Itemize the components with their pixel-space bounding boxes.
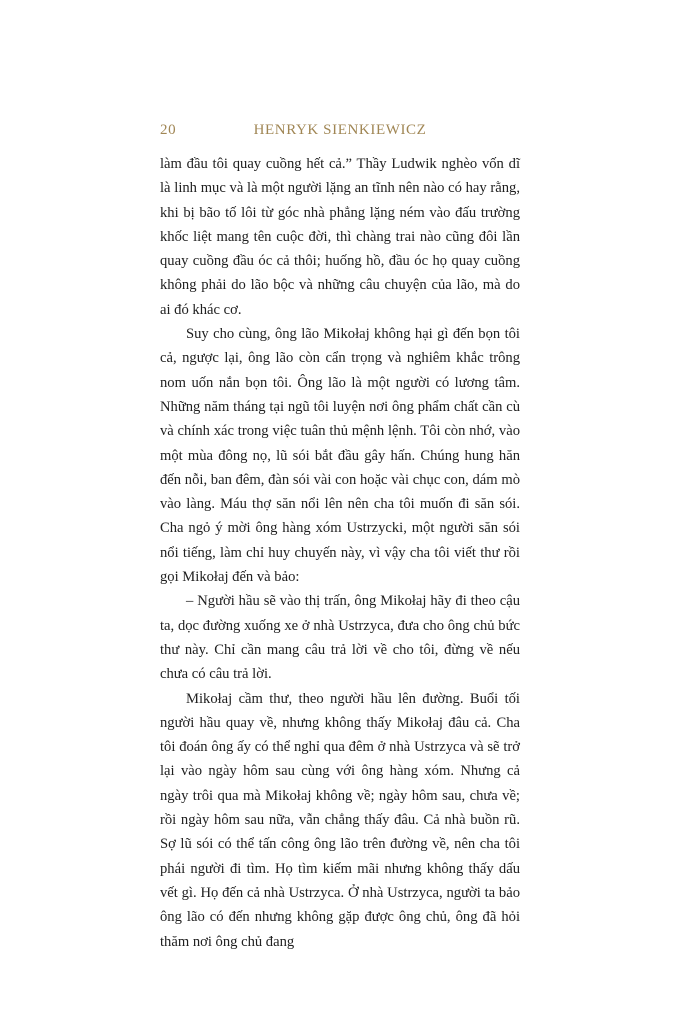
running-head [160, 122, 520, 144]
paragraph-2: Suy cho cùng, ông lão Mikołaj không hại gì đến bọn tôi cả, ngược lại, ông lão còn cẩn trọng và nghiêm khắc trông nom uốn nắn bọn tôi. Ông lão là một người có lương tâm. Những năm tháng tại ngũ tôi luyện nơi ông phẩm chất cần cù và chính xác trong việc tuân thủ mệnh lệnh. Tôi còn nhớ, vào một mùa đông nọ, lũ sói bắt đầu gây hấn. Chúng hung hăn đến nỗi, ban đêm, đàn sói vài con hoặc vài chục con, dám mò vào làng. Máu thợ săn nổi lên nên cha tôi muốn đi săn sói. Cha ngỏ ý mời ông hàng xóm Ustrzycki, một người săn sói nổi tiếng, làm chỉ huy chuyến này, vì vậy cha tôi viết thư rồi gọi Mikołaj đến và bảo: [160, 326, 520, 586]
book-author-header: HENRYK SIENKIEWICZ [253, 122, 427, 138]
paragraph-3-dialogue: – Người hầu sẽ vào thị trấn, ông Mikołaj hãy đi theo cậu ta, dọc đường xuống xe ở nhà Ustrzyca, đưa cho ông chủ bức thư này. Chỉ cần mang câu trả lời về cho tôi, đừng về nếu chưa có câu trả lời. [160, 593, 520, 683]
body-text [160, 152, 520, 954]
page-number: 20 [160, 122, 177, 138]
paragraph-4: Mikołaj cầm thư, theo người hầu lên đường. Buổi tối người hầu quay về, nhưng không thấy Mikołaj đâu cả. Cha tôi đoán ông ấy có thể nghỉ qua đêm ở nhà Ustrzyca và sẽ trở lại vào ngày hôm sau cùng với ông hàng xóm. Nhưng cả ngày trôi qua mà Mikołaj không về; ngày hôm sau, chưa về; rồi ngày hôm sau nữa, vẫn chẳng thấy đâu. Cả nhà buồn rũ. Sợ lũ sói có thể tấn công ông lão trên đường về, nên cha tôi phái người đi tìm. Họ tìm kiếm mãi nhưng không thấy dấu vết gì. Họ đến cả nhà Ustrzyca. Ở nhà Ustrzyca, người ta bảo ông lão có đến nhưng không gặp được ông chủ, ông đã hỏi thăm nơi ông chủ đang [160, 690, 520, 950]
paragraph-1: làm đầu tôi quay cuồng hết cả.” Thầy Ludwik nghèo vốn dĩ là linh mục và là một người lặng an tĩnh nên nào có hay rằng, khi bị bão tố lôi từ góc nhà phẳng lặng ném vào đấu trường khốc liệt mang tên cuộc đời, thì chàng trai nào cũng đôi lần quay cuồng đầu óc cả thôi; huống hồ, đầu óc họ quay cuồng không phải do lão bộc và những câu chuyện của lão, mà do ai đó khác cơ. [160, 156, 520, 318]
